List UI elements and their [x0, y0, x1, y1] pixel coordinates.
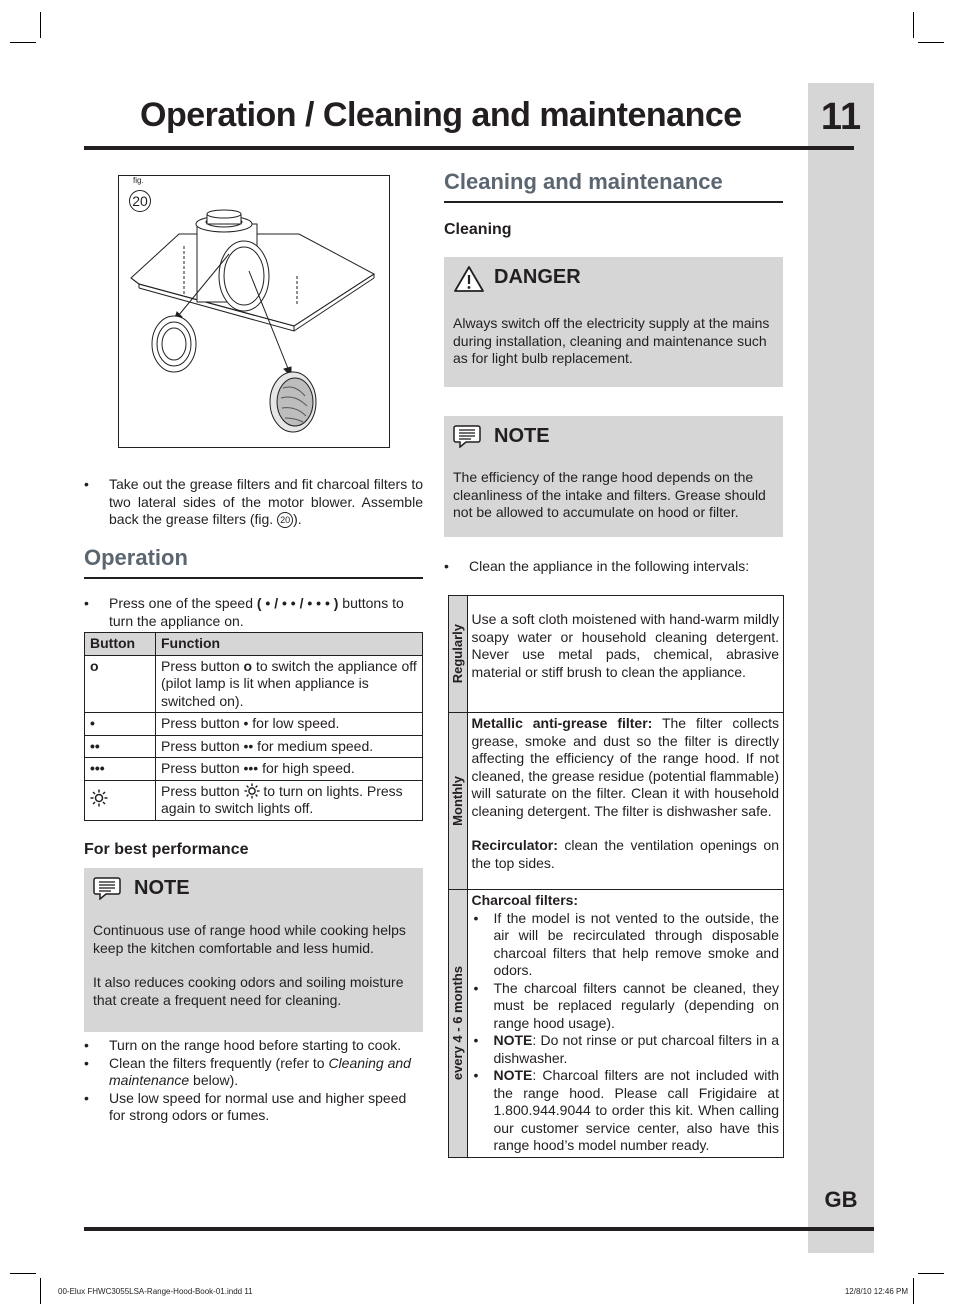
caption-end: ). — [293, 511, 302, 527]
recirculator-text: clean the ventilation openings on the top sides. — [471, 837, 779, 871]
interval-label: every 4 - 6 months — [450, 966, 465, 1081]
note-icon — [453, 424, 481, 448]
note-text: : Charcoal filters are not included with the range hood. Please call Frigidaire at 1.800.944.9044 to order this kit. When calling our customer service center, also have this range hood’s model number ready. — [493, 1067, 779, 1153]
column-header-button: Button — [85, 633, 156, 656]
range-hood-illustration — [119, 176, 389, 447]
operation-intro-list — [84, 595, 423, 630]
table-row — [85, 735, 423, 758]
best-performance-heading: For best performance — [84, 841, 249, 858]
charcoal-list — [472, 910, 780, 1155]
title-rule — [84, 146, 854, 150]
note-heading: NOTE — [134, 877, 190, 899]
metallic-filter-paragraph — [472, 715, 780, 820]
cleaning-note-box — [444, 416, 783, 537]
button-function-table — [84, 632, 423, 821]
interval-intro: • Clean the appliance in the following intervals: — [444, 558, 783, 576]
cleaning-subheading: Cleaning — [444, 221, 512, 238]
figure-number: 20 — [129, 190, 151, 212]
table-row — [449, 890, 784, 1158]
table-row — [85, 758, 423, 781]
crop-mark — [40, 12, 41, 38]
button-cell — [85, 780, 156, 820]
table-row — [85, 655, 423, 713]
recirculator-label: Recirculator: — [471, 837, 558, 853]
interval-text: Use a soft cloth moistened with hand-warm mildly soapy water or household cleaning detergent. Never use metal pads, chemical, abrasive material or stiff brush to clean the appliance. — [467, 596, 784, 713]
function-text: Press button — [161, 782, 244, 799]
tip-text: Clean the filters frequently (refer to — [109, 1054, 329, 1071]
interval-intro-list — [444, 558, 783, 576]
interval-text — [467, 713, 784, 890]
table-header-row — [85, 633, 423, 656]
operation-note-box — [84, 868, 423, 1032]
page-number: 11 — [820, 96, 862, 138]
note-label: NOTE — [493, 1032, 533, 1048]
function-cell: Press button •• for medium speed. — [156, 735, 423, 758]
table-row — [85, 713, 423, 736]
figure-caption-list — [84, 476, 423, 529]
list-item — [84, 1090, 423, 1125]
caption-text: Take out the grease filters and fit charcoal filters to two lateral sides of the motor blower. Assemble back the grease filters (fig. — [109, 476, 423, 527]
function-cell — [156, 780, 423, 820]
metallic-filter-text: The filter collects grease, smoke and dust so the filter is directly affecting the efficiency of the range hood. If not cleaned, the grease residue (potential flammable) will saturate on the filter. Clean it with household cleaning detergent. The filter is dishwasher safe. — [471, 715, 779, 819]
cleaning-rule — [444, 201, 783, 203]
button-cell: o — [85, 655, 156, 713]
tip-text-end: below). — [189, 1072, 239, 1088]
list-item — [84, 1055, 423, 1090]
function-cell: Press button • for low speed. — [156, 713, 423, 736]
button-cell: •• — [85, 735, 156, 758]
crop-mark — [913, 1278, 914, 1304]
intro-text: Press one of the speed — [109, 595, 257, 611]
page-sidebar — [808, 83, 874, 1253]
cleaning-interval-table — [448, 595, 784, 1158]
function-bold: o — [243, 657, 253, 674]
interval-label-cell — [449, 890, 468, 1158]
crop-mark — [918, 1273, 944, 1274]
crop-mark — [918, 42, 944, 43]
table-row — [449, 596, 784, 713]
note-text: It also reduces cooking odors and soiling moisture that create a frequent need for cleaning. — [93, 974, 404, 1008]
list-item — [84, 1037, 423, 1055]
crop-mark — [913, 12, 914, 38]
danger-text: Always switch off the electricity supply at the mains during installation, cleaning and maintenance such as for light bulb replacement. — [453, 315, 770, 366]
table-row — [449, 713, 784, 890]
cleaning-heading: Cleaning and maintenance — [444, 169, 723, 194]
function-cell — [156, 655, 423, 713]
tip-reference: Cleaning and maintenance — [109, 1054, 411, 1088]
footer-date: 12/8/10 12:46 PM — [844, 1287, 908, 1296]
note-label: NOTE — [493, 1067, 533, 1083]
operation-rule — [84, 577, 423, 579]
operation-heading: Operation — [84, 545, 188, 570]
table-row — [85, 780, 423, 820]
page-title: Operation / Cleaning and maintenance — [140, 96, 742, 134]
function-text-end: to turn on lights. Press again to switch lights off. — [161, 782, 403, 816]
interval-label: Monthly — [450, 776, 465, 826]
speed-symbols: ( • / • • / • • • ) — [256, 595, 339, 611]
tip-text: Use low speed for normal use and higher speed for strong odors or fumes. — [109, 1089, 407, 1123]
light-icon — [244, 783, 260, 799]
figure-20 — [118, 175, 390, 448]
intro-text-end: buttons to turn the appliance on. — [109, 595, 404, 629]
interval-label-cell — [449, 713, 468, 890]
warning-icon — [453, 265, 485, 293]
list-item: • If the model is not vented to the outside, the air will be recirculated through disposable charcoal filters that help remove smoke and odors. — [472, 910, 780, 980]
bottom-rule — [84, 1227, 874, 1231]
list-item: • The charcoal filters cannot be cleaned, they must be replaced regularly (depending on range hood usage). — [472, 980, 780, 1033]
footer-file-info: 00-Elux FHWC3055LSA-Range-Hood-Book-01.indd 11 — [58, 1287, 253, 1296]
button-cell: • — [85, 713, 156, 736]
list-item — [472, 1032, 780, 1067]
column-header-function: Function — [156, 633, 423, 656]
function-text: Press button — [161, 657, 244, 674]
charcoal-heading: Charcoal filters: — [471, 892, 579, 908]
note-icon — [93, 876, 121, 900]
note-text: The efficiency of the range hood depends on the cleanliness of the intake and filters. Grease should not be allowed to accumulate on hood or filter. — [453, 469, 766, 520]
crop-mark — [10, 42, 36, 43]
language-tab: GB — [824, 1187, 858, 1212]
crop-mark — [40, 1278, 41, 1304]
recirculator-paragraph — [472, 837, 780, 872]
function-text-end: to switch the appliance off (pilot lamp is lit when appliance is switched on). — [161, 657, 417, 709]
operation-intro — [84, 595, 423, 630]
figure-label: fig. — [133, 176, 144, 185]
button-cell: ••• — [85, 758, 156, 781]
interval-label-cell — [449, 596, 468, 713]
light-icon — [90, 789, 108, 807]
note-heading: NOTE — [494, 425, 550, 447]
note-text: : Do not rinse or put charcoal filters in a dishwasher. — [493, 1032, 779, 1066]
note-text: Continuous use of range hood while cooking helps keep the kitchen comfortable and less humid. — [93, 922, 406, 956]
metallic-filter-label: Metallic anti-grease filter: — [471, 715, 653, 731]
crop-mark — [10, 1273, 36, 1274]
figure-ref-number: 20 — [277, 512, 293, 528]
tips-list — [84, 1037, 423, 1125]
danger-heading: DANGER — [494, 266, 581, 288]
figure-caption — [84, 476, 423, 529]
list-item — [472, 1067, 780, 1155]
tip-text: Turn on the range hood before starting to cook. — [109, 1037, 402, 1053]
danger-box — [444, 257, 783, 387]
function-cell: Press button ••• for high speed. — [156, 758, 423, 781]
interval-text — [467, 890, 784, 1158]
interval-label: Regularly — [450, 624, 465, 684]
